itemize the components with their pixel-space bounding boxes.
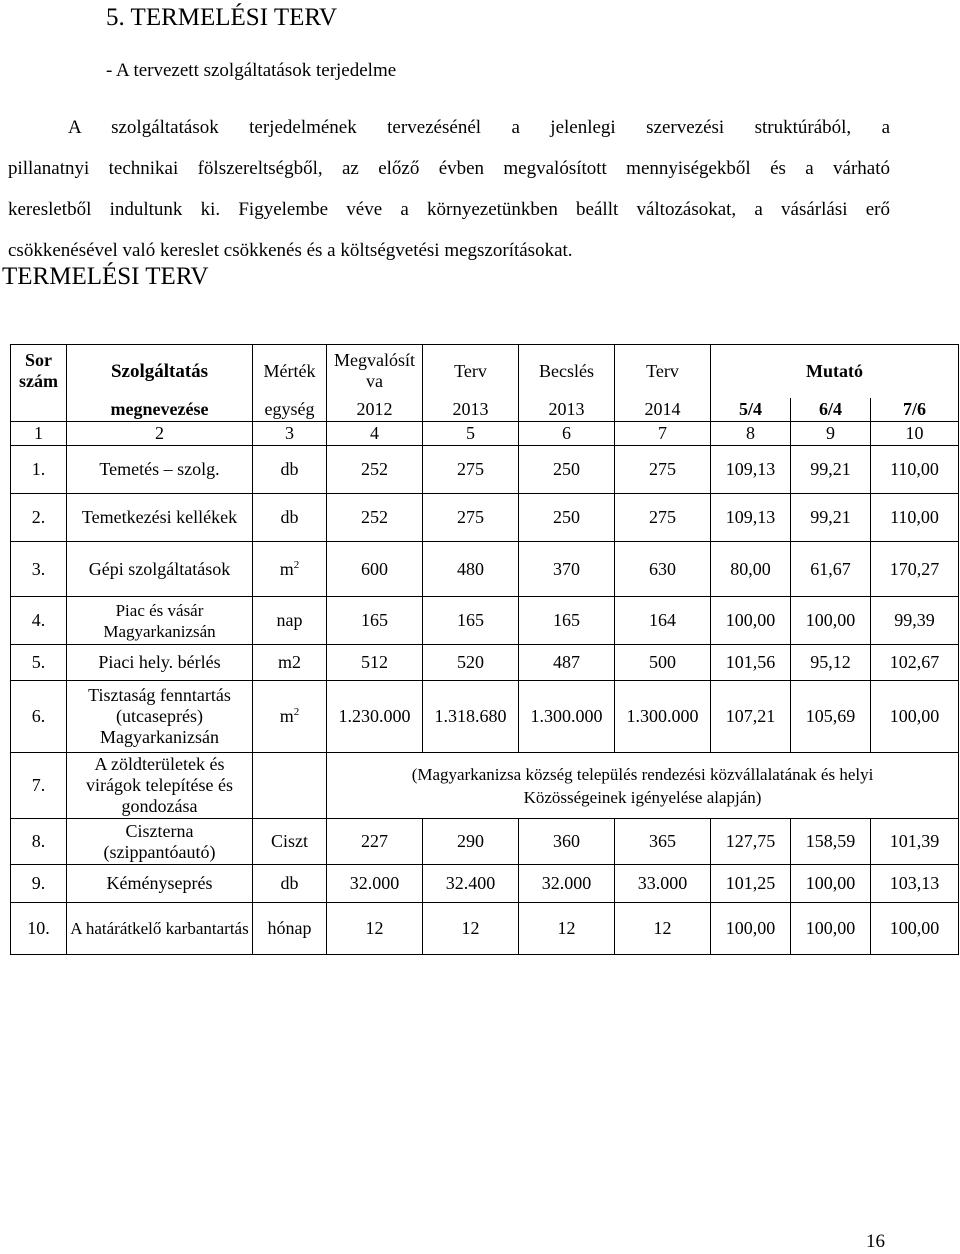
ratio-7-6: 100,00 — [871, 681, 959, 753]
ratio-7-6: 103,13 — [871, 865, 959, 903]
col-header-szolgaltatas: Szolgáltatás — [67, 345, 253, 398]
unit-of-measure — [253, 542, 327, 597]
ratio-6-4: 61,67 — [791, 542, 871, 597]
ratio-5-4: 100,00 — [711, 903, 791, 955]
row-number: 9. — [11, 865, 67, 903]
header-megnevezese: megnevezése — [67, 398, 253, 422]
value-2012: 227 — [327, 819, 423, 865]
value-2014: 365 — [615, 819, 711, 865]
section-title: TERMELÉSI TERV — [2, 263, 209, 290]
ratio-6-4: 99,21 — [791, 494, 871, 542]
table-row — [11, 542, 959, 597]
row-number: 10. — [11, 903, 67, 955]
col-header-mutato: Mutató — [711, 345, 959, 398]
unit-text: nap — [276, 610, 303, 630]
row-number: 5. — [11, 645, 67, 681]
unit-text: db — [280, 873, 299, 893]
header-ratio-6-4: 6/4 — [791, 398, 871, 422]
header-row-2 — [11, 398, 959, 422]
service-name: Piac és vásár Magyarkanizsán — [67, 597, 253, 645]
ratio-5-4: 100,00 — [711, 597, 791, 645]
ratio-6-4: 100,00 — [791, 597, 871, 645]
table-row — [11, 819, 959, 865]
unit-text: db — [280, 459, 299, 479]
value-2014: 275 — [615, 446, 711, 494]
value-2012: 252 — [327, 446, 423, 494]
col-number: 2 — [67, 422, 253, 446]
value-2013-plan: 290 — [423, 819, 519, 865]
unit-superscript: 2 — [293, 558, 300, 571]
service-name: Piaci hely. bérlés — [67, 645, 253, 681]
page-heading: 5. TERMELÉSI TERV — [106, 4, 338, 31]
ratio-7-6: 102,67 — [871, 645, 959, 681]
ratio-5-4: 109,13 — [711, 494, 791, 542]
service-name: Kéményseprés — [67, 865, 253, 903]
value-2013-estimate: 250 — [519, 494, 615, 542]
unit-text: m — [279, 558, 294, 579]
value-2013-plan: 32.400 — [423, 865, 519, 903]
unit-text: Ciszt — [270, 831, 308, 851]
value-2014: 500 — [615, 645, 711, 681]
col-header-becsles: Becslés — [519, 345, 615, 398]
value-2012: 12 — [327, 903, 423, 955]
page-number: 16 — [866, 1231, 885, 1252]
col-number: 9 — [791, 422, 871, 446]
ratio-6-4: 105,69 — [791, 681, 871, 753]
value-2013-estimate: 370 — [519, 542, 615, 597]
value-2012: 1.230.000 — [327, 681, 423, 753]
value-2013-estimate: 32.000 — [519, 865, 615, 903]
service-name: Temetkezési kellékek — [67, 494, 253, 542]
unit-text: db — [280, 507, 299, 527]
unit-superscript: 2 — [293, 706, 300, 718]
ratio-6-4: 100,00 — [791, 903, 871, 955]
col-header-megvalositva: Megvalósít va — [327, 345, 423, 398]
ratio-5-4: 101,56 — [711, 645, 791, 681]
col-header-terv-2013: Terv — [423, 345, 519, 398]
col-number: 6 — [519, 422, 615, 446]
ratio-7-6: 99,39 — [871, 597, 959, 645]
row-number: 8. — [11, 819, 67, 865]
service-name: A zöldterületek és virágok telepítése és gondozása — [67, 753, 253, 819]
ratio-6-4: 99,21 — [791, 446, 871, 494]
value-2012: 32.000 — [327, 865, 423, 903]
table-row — [11, 645, 959, 681]
value-2013-plan: 275 — [423, 446, 519, 494]
unit-text: m2 — [277, 652, 301, 672]
unit-of-measure — [253, 645, 327, 681]
col-number: 8 — [711, 422, 791, 446]
row-number: 4. — [11, 597, 67, 645]
header-year-2013-estimate: 2013 — [519, 398, 615, 422]
value-2012: 165 — [327, 597, 423, 645]
paragraph-line-3: keresletből indultunk ki. Figyelembe véve a környezetünkben beállt változásokat, a vásárlási erő — [8, 199, 890, 220]
col-number: 10 — [871, 422, 959, 446]
unit-of-measure — [253, 903, 327, 955]
col-number: 3 — [253, 422, 327, 446]
production-plan-table — [10, 344, 959, 955]
unit-of-measure — [253, 753, 327, 819]
service-name: A határátkelő karbantartás — [67, 903, 253, 955]
value-2013-estimate: 165 — [519, 597, 615, 645]
row-number: 1. — [11, 446, 67, 494]
header-empty-cell — [11, 398, 67, 422]
col-header-sor: Sor szám — [11, 345, 67, 398]
value-2014: 275 — [615, 494, 711, 542]
value-2014: 164 — [615, 597, 711, 645]
subheading: - A tervezett szolgáltatások terjedelme — [106, 60, 397, 81]
value-2012: 512 — [327, 645, 423, 681]
table-row — [11, 681, 959, 753]
service-name: Gépi szolgáltatások — [67, 542, 253, 597]
value-2013-plan: 165 — [423, 597, 519, 645]
unit-of-measure — [253, 597, 327, 645]
service-name: Tisztaság fenntartás (utcaseprés) Magyarkanizsán — [67, 681, 253, 753]
col-header-mertek: Mérték — [253, 345, 327, 398]
ratio-5-4: 80,00 — [711, 542, 791, 597]
unit-of-measure — [253, 865, 327, 903]
header-ratio-7-6: 7/6 — [871, 398, 959, 422]
ratio-5-4: 127,75 — [711, 819, 791, 865]
col-header-terv-2014: Terv — [615, 345, 711, 398]
table-row — [11, 903, 959, 955]
col-number: 1 — [11, 422, 67, 446]
col-number: 7 — [615, 422, 711, 446]
value-2013-plan: 1.318.680 — [423, 681, 519, 753]
ratio-7-6: 100,00 — [871, 903, 959, 955]
table-row — [11, 865, 959, 903]
value-2014: 630 — [615, 542, 711, 597]
header-egyseg: egység — [253, 398, 327, 422]
service-name: Temetés – szolg. — [67, 446, 253, 494]
ratio-5-4: 109,13 — [711, 446, 791, 494]
service-name: Ciszterna (szippantóautó) — [67, 819, 253, 865]
ratio-6-4: 95,12 — [791, 645, 871, 681]
unit-text: hónap — [267, 918, 312, 938]
value-2014: 1.300.000 — [615, 681, 711, 753]
ratio-6-4: 158,59 — [791, 819, 871, 865]
row-number: 6. — [11, 681, 67, 753]
col-number: 5 — [423, 422, 519, 446]
value-2013-estimate: 250 — [519, 446, 615, 494]
unit-of-measure — [253, 494, 327, 542]
value-2013-plan: 12 — [423, 903, 519, 955]
value-2013-estimate: 12 — [519, 903, 615, 955]
ratio-7-6: 101,39 — [871, 819, 959, 865]
ratio-7-6: 170,27 — [871, 542, 959, 597]
intro-paragraph — [8, 107, 890, 271]
ratio-7-6: 110,00 — [871, 494, 959, 542]
value-2014: 12 — [615, 903, 711, 955]
value-2012: 600 — [327, 542, 423, 597]
table-row — [11, 597, 959, 645]
value-2013-estimate: 360 — [519, 819, 615, 865]
paragraph-line-1: A szolgáltatások terjedelmének tervezésénél a jelenlegi szervezési struktúrából, a — [68, 117, 890, 138]
header-year-2013-plan: 2013 — [423, 398, 519, 422]
value-2013-plan: 520 — [423, 645, 519, 681]
unit-of-measure — [253, 681, 327, 753]
header-row-1 — [11, 345, 959, 398]
table-body — [11, 446, 959, 955]
value-2013-estimate: 1.300.000 — [519, 681, 615, 753]
unit-of-measure — [253, 446, 327, 494]
column-number-row — [11, 422, 959, 446]
value-2014: 33.000 — [615, 865, 711, 903]
header-year-2014: 2014 — [615, 398, 711, 422]
ratio-6-4: 100,00 — [791, 865, 871, 903]
table-row — [11, 494, 959, 542]
unit-of-measure — [253, 819, 327, 865]
header-year-2012: 2012 — [327, 398, 423, 422]
value-2013-estimate: 487 — [519, 645, 615, 681]
paragraph-line-2: pillanatnyi technikai fölszereltségből, az előző évben megvalósított mennyiségekből és a várható — [8, 158, 890, 179]
value-2013-plan: 480 — [423, 542, 519, 597]
table-row — [11, 753, 959, 819]
unit-text: m — [279, 706, 294, 726]
value-2013-plan: 275 — [423, 494, 519, 542]
header-ratio-5-4: 5/4 — [711, 398, 791, 422]
value-2012: 252 — [327, 494, 423, 542]
ratio-5-4: 107,21 — [711, 681, 791, 753]
ratio-7-6: 110,00 — [871, 446, 959, 494]
row-number: 2. — [11, 494, 67, 542]
note-cell: (Magyarkanizsa község település rendezési közvállalatának és helyi Közösségeinek igényelése alapján) — [327, 753, 959, 819]
row-number: 3. — [11, 542, 67, 597]
ratio-5-4: 101,25 — [711, 865, 791, 903]
col-number: 4 — [327, 422, 423, 446]
row-number: 7. — [11, 753, 67, 819]
paragraph-line-4: csökkenésével való kereslet csökkenés és a költségvetési megszorításokat. — [8, 240, 573, 261]
table-row — [11, 446, 959, 494]
